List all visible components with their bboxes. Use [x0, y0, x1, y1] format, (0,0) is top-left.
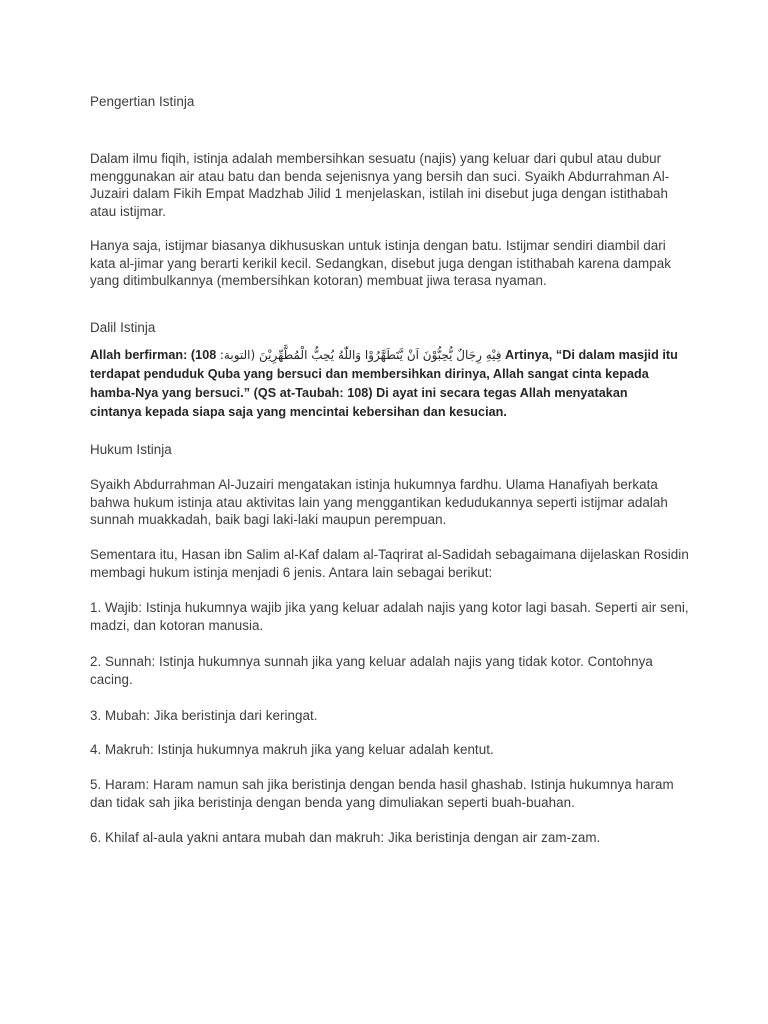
hukum-heading: Hukum Istinja: [90, 442, 172, 457]
hukum-paragraph-2: Sementara itu, Hasan ibn Salim al-Kaf dalam al-Taqrirat al-Sadidah sebagaimana dijelaskan Rosidin membagi hukum istinja menjadi 6 jenis. Antara lain sebagai berikut:: [90, 547, 689, 580]
intro-paragraph-1: Dalam ilmu fiqih, istinja adalah membersihkan sesuatu (najis) yang keluar dari qubul atau dubur menggunakan air atau batu dan benda sejenisnya yang bersih dan suci. Syaikh Abdurrahman Al-Juzairi dalam Fikih Empat Madzhab Jilid 1 menjelaskan, istilah ini disebut juga dengan istithabah atau istijmar.: [90, 151, 670, 219]
dalil-translation: Artinya, “Di dalam masjid itu terdapat penduduk Quba yang bersuci dan membersihkan dirinya, Allah sangat cinta kepada hamba-Nya yang bersuci.” (QS at-Taubah: 108) Di ayat ini secara tegas Allah menyatakan cintanya kepada siapa saja yang mencintai kebersihan dan kesucian.: [90, 348, 678, 419]
dalil-lead: Allah berfirman: (108: [90, 348, 217, 362]
quran-verse: فِيْهِ رِجَالٌ يُّحِبُّوْنَ اَنْ يَّتَطَهَّرُوْا وَاللّٰهُ يُحِبُّ الْمُطَّهِّرِيْنَ (التوبة:: [219, 348, 502, 362]
list-item-sunnah: 2. Sunnah: Istinja hukumnya sunnah jika yang keluar adalah najis yang tidak kotor. Contohnya cacing.: [90, 654, 653, 687]
list-item-haram: 5. Haram: Haram namun sah jika beristinja dengan benda hasil ghashab. Istinja hukumnya haram dan tidak sah jika beristinja dengan benda yang dimuliakan seperti buah-buahan.: [90, 777, 674, 810]
page-title: Pengertian Istinja: [90, 94, 195, 109]
hukum-paragraph-1: Syaikh Abdurrahman Al-Juzairi mengatakan istinja hukumnya fardhu. Ulama Hanafiyah berkata bahwa hukum istinja atau aktivitas lain yang menggantikan kedudukannya seperti istijmar adalah sunnah muakkadah, baik bagi laki-laki maupun perempuan.: [90, 477, 668, 527]
list-item-mubah: 3. Mubah: Jika beristinja dari keringat.: [90, 708, 318, 723]
dalil-heading: Dalil Istinja: [90, 320, 156, 335]
intro-paragraph-2: Hanya saja, istijmar biasanya dikhususkan untuk istinja dengan batu. Istijmar sendiri diambil dari kata al-jimar yang berarti kerikil kecil. Sedangkan, disebut juga dengan istithabah karena dampak yang ditimbulkannya (membersihkan kotoran) membuat jiwa terasa nyaman.: [90, 238, 671, 288]
list-item-makruh: 4. Makruh: Istinja hukumnya makruh jika yang keluar adalah kentut.: [90, 742, 494, 757]
list-item-wajib: 1. Wajib: Istinja hukumnya wajib jika yang keluar adalah najis yang kotor lagi basah. Seperti air seni, madzi, dan kotoran manusia.: [90, 600, 689, 633]
dalil-paragraph: [90, 346, 682, 422]
list-item-khilaf: 6. Khilaf al-aula yakni antara mubah dan makruh: Jika beristinja dengan air zam-zam.: [90, 830, 601, 845]
